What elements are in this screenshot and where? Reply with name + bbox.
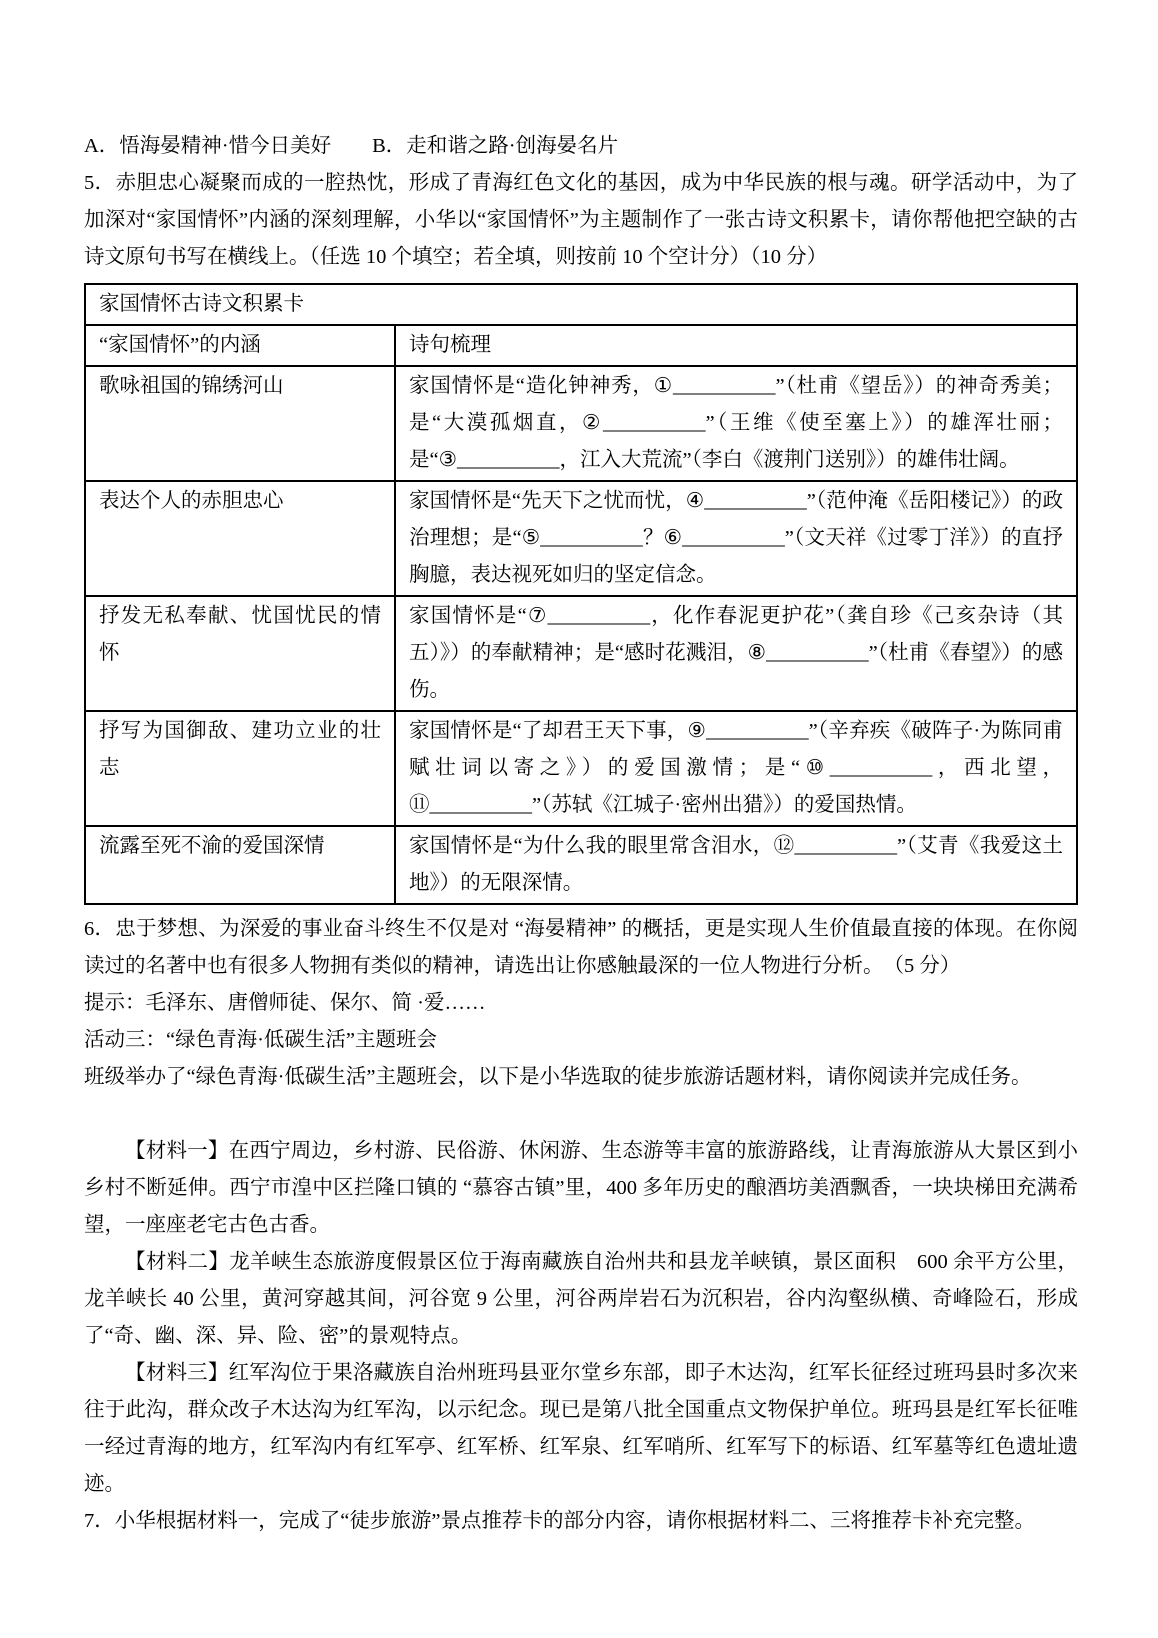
table-row (85, 366, 1077, 481)
table-row (85, 596, 1077, 711)
verses-cell: 家国情怀是“先天下之忧而忧，④__________”（范仲淹《岳阳楼记》）的政治理想；是“⑤__________？⑥__________”（文天祥《过零丁洋》）的直抒胸臆，表达视死如归的坚定信念。 (395, 481, 1077, 596)
hint-line: 提示：毛泽东、唐僧师徒、保尔、简 ·爱…… (84, 992, 486, 1014)
material-2-paragraph: 【材料二】龙羊峡生态旅游度假景区位于海南藏族自治州共和县龙羊峡镇，景区面积 600 余平方公里，龙羊峡长 40 公里，黄河穿越其间，河谷宽 9 公里，河谷两岸岩石为沉积岩，谷内沟壑纵横、奇峰险石，形成了“奇、幽、深、异、险、密”的景观特点。 (84, 1251, 1078, 1347)
table-title-row (85, 284, 1077, 325)
theme-cell: 表达个人的赤胆忠心 (85, 481, 395, 596)
column-header-connotation: “家国情怀”的内涵 (85, 325, 395, 366)
verses-cell: 家国情怀是“造化钟神秀，①__________”（杜甫《望岳》）的神奇秀美；是“大漠孤烟直，②__________”（王维《使至塞上》）的雄浑壮丽；是“③__________，江入大荒流”（李白《渡荆门送别》）的雄伟壮阔。 (395, 366, 1077, 481)
table-title: 家国情怀古诗文积累卡 (85, 284, 1077, 325)
poetry-accumulation-card-table (84, 283, 1078, 905)
column-header-verses: 诗句梳理 (395, 325, 1077, 366)
theme-cell: 流露至死不渝的爱国深情 (85, 826, 395, 904)
material-3-paragraph: 【材料三】红军沟位于果洛藏族自治州班玛县亚尔堂乡东部，即子木达沟，红军长征经过班玛县时多次来往于此沟，群众改子木达沟为红军沟，以示纪念。现已是第八批全国重点文物保护单位。班玛县是红军长征唯一经过青海的地方，红军沟内有红军亭、红军桥、红军泉、红军哨所、红军写下的标语、红军墓等红色遗址遗迹。 (84, 1362, 1078, 1495)
material-1-paragraph: 【材料一】在西宁周边，乡村游、民俗游、休闲游、生态游等丰富的旅游路线，让青海旅游从大景区到小乡村不断延伸。西宁市湟中区拦隆口镇的 “慕容古镇”里，400 多年历史的酿酒坊美酒飘香，一块块梯田充满希望，一座座老宅古色古香。 (84, 1140, 1078, 1236)
table-row (85, 826, 1077, 904)
verses-cell: 家国情怀是“了却君王天下事，⑨__________”（辛弃疾《破阵子·为陈同甫赋壮词以寄之》）的爱国激情；是“⑩__________，西北望，⑪__________”（苏轼《江城子·密州出猎》）的爱国热情。 (395, 711, 1077, 826)
theme-cell: 抒发无私奉献、忧国忧民的情怀 (85, 596, 395, 711)
activity-3-heading: 活动三：“绿色青海·低碳生活”主题班会 (84, 1029, 438, 1051)
question-5: 5．赤胆忠心凝聚而成的一腔热忱，形成了青海红色文化的基因，成为中华民族的根与魂。研学活动中，为了加深对“家国情怀”内涵的深刻理解，小华以“家国情怀”为主题制作了一张古诗文积累卡，请你帮他把空缺的古诗文原句书写在横线上。（任选 10 个填空；若全填，则按前 10 个空计分）（10 分） (84, 172, 1078, 268)
intro-paragraph: 班级举办了“绿色青海·低碳生活”主题班会，以下是小华选取的徒步旅游话题材料，请你阅读并完成任务。 (84, 1066, 1032, 1088)
theme-cell: 歌咏祖国的锦绣河山 (85, 366, 395, 481)
table-header-row (85, 325, 1077, 366)
question-7: 7．小华根据材料一，完成了“徒步旅游”景点推荐卡的部分内容，请你根据材料二、三将推荐卡补充完整。 (84, 1510, 1035, 1532)
theme-cell: 抒写为国御敌、建功立业的壮志 (85, 711, 395, 826)
blank-line (84, 1096, 1078, 1133)
question-6: 6．忠于梦想、为深爱的事业奋斗终生不仅是对 “海晏精神” 的概括，更是实现人生价值最直接的体现。在你阅读过的名著中也有很多人物拥有类似的精神，请选出让你感触最深的一位人物进行分析。 （5 分） (84, 918, 1078, 977)
exam-page (84, 128, 1078, 1540)
verses-cell: 家国情怀是“⑦__________，化作春泥更护花”（龚自珍《己亥杂诗（其五）》）的奉献精神；是“感时花溅泪，⑧__________”（杜甫《春望》）的感伤。 (395, 596, 1077, 711)
options-line: A．悟海晏精神·惜今日美好 B．走和谐之路·创海晏名片 (84, 135, 619, 157)
table-row (85, 711, 1077, 826)
table-row (85, 481, 1077, 596)
verses-cell: 家国情怀是“为什么我的眼里常含泪水，⑫__________”（艾青《我爱这土地》）的无限深情。 (395, 826, 1077, 904)
